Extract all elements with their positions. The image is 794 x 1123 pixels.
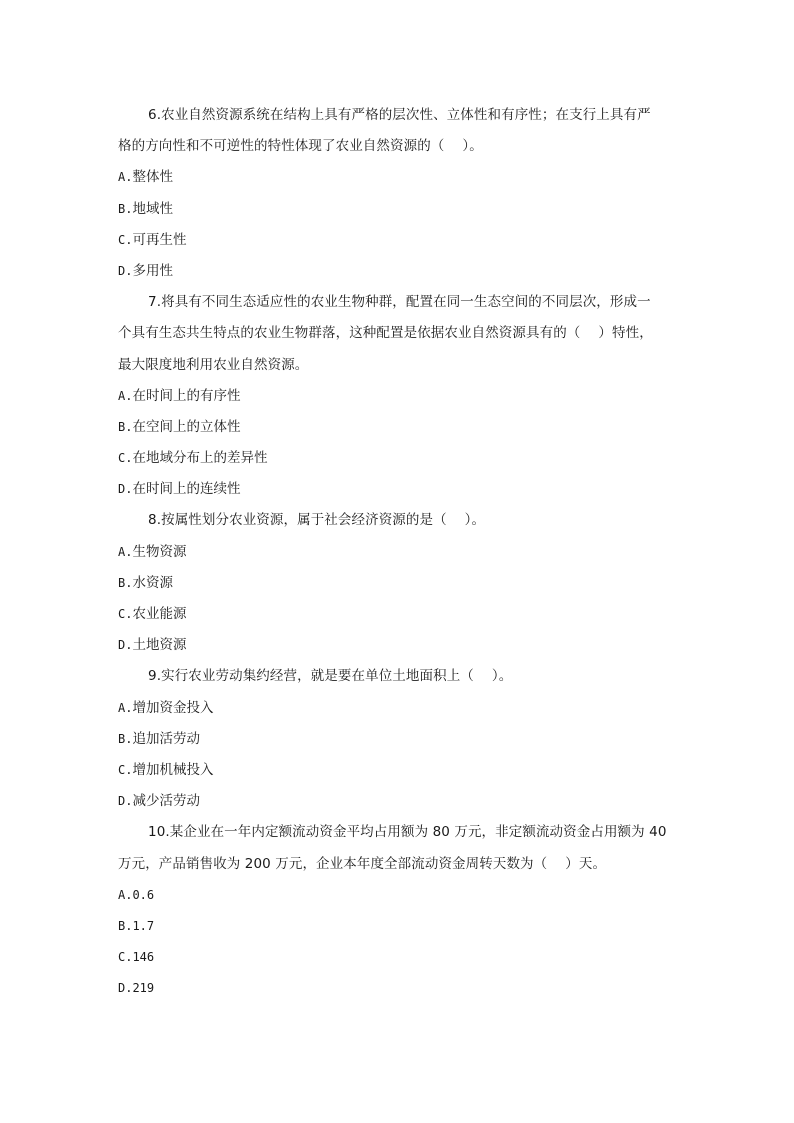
option-label: C. — [118, 607, 133, 621]
option-label: B. — [118, 201, 133, 216]
question-stem-line: 9.实行农业劳动集约经营，就是要在单位土地面积上（ ）。 — [148, 668, 513, 685]
question-6 — [118, 100, 680, 162]
option-d — [118, 630, 680, 661]
exam-page — [118, 100, 680, 1004]
option-text: 可再生性 — [132, 231, 187, 248]
question-stem-line: 6.农业自然资源系统在结构上具有严格的层次性、立体性和有序性；在支行上具有严 — [148, 107, 651, 123]
option-text: 生物资源 — [132, 543, 187, 560]
option-text: 在空间上的立体性 — [132, 418, 241, 435]
question-stem-line: 7.将具有不同生态适应性的农业生物种群，配置在同一生态空间的不同层次，形成一 — [148, 294, 651, 311]
option-label: A. — [118, 887, 133, 902]
option-text: 0.6 — [132, 887, 155, 902]
option-label: D. — [118, 981, 133, 996]
option-b — [118, 568, 680, 599]
question-stem-line: 10.某企业在一年内定额流动资金平均占用额为 80 万元，非定额流动资金占用额为 40 — [148, 824, 667, 841]
option-b — [118, 412, 680, 443]
option-a — [118, 880, 680, 911]
option-text: 减少活劳动 — [132, 793, 200, 810]
option-d — [118, 973, 680, 1004]
option-text: 水资源 — [132, 574, 173, 591]
question-number: 9. — [148, 668, 162, 685]
option-c — [118, 443, 680, 474]
option-a — [118, 381, 680, 412]
option-label: A. — [118, 388, 133, 403]
option-label: D. — [118, 482, 133, 497]
option-text: 增加机械投入 — [132, 761, 214, 778]
option-label: B. — [118, 419, 133, 434]
option-label: A. — [118, 170, 133, 185]
option-d — [118, 786, 680, 817]
option-text: 整体性 — [132, 169, 173, 186]
option-c — [118, 225, 680, 256]
option-a — [118, 537, 680, 568]
option-c — [118, 942, 680, 973]
question-stem-line: 万元，产品销售收为 200 万元，企业本年度全部流动资金周转天数为（ ）天。 — [118, 855, 607, 872]
question-7 — [118, 287, 680, 381]
question-number: 6. — [148, 107, 162, 123]
option-text: 追加活劳动 — [132, 730, 200, 747]
option-label: D. — [118, 263, 133, 278]
question-stem-line: 最大限度地利用农业自然资源。 — [118, 356, 309, 373]
option-text: 农业能源 — [132, 606, 187, 622]
option-label: A. — [118, 544, 133, 559]
question-10 — [118, 817, 680, 879]
question-number: 10. — [148, 824, 170, 841]
option-text: 土地资源 — [132, 637, 187, 654]
option-a — [118, 693, 680, 724]
question-8 — [118, 505, 680, 536]
option-label: B. — [118, 918, 133, 933]
question-number: 8. — [148, 512, 162, 529]
option-c — [118, 599, 680, 630]
option-label: C. — [118, 451, 133, 466]
option-text: 219 — [132, 981, 155, 996]
option-label: D. — [118, 794, 133, 809]
option-label: B. — [118, 575, 133, 590]
option-c — [118, 755, 680, 786]
option-b — [118, 724, 680, 755]
option-text: 在时间上的有序性 — [132, 387, 241, 404]
option-a — [118, 162, 680, 193]
option-d — [118, 474, 680, 505]
option-d — [118, 256, 680, 287]
question-9 — [118, 661, 680, 692]
option-text: 在时间上的连续性 — [132, 481, 241, 498]
option-label: C. — [118, 950, 133, 965]
option-label: B. — [118, 731, 133, 746]
question-stem-line: 8.按属性划分农业资源，属于社会经济资源的是（ ）。 — [148, 512, 486, 529]
option-text: 146 — [132, 950, 155, 965]
option-text: 多用性 — [132, 262, 173, 279]
option-label: C. — [118, 762, 133, 777]
question-stem-line: 格的方向性和不可逆性的特性体现了农业自然资源的（ ）。 — [118, 138, 483, 155]
option-text: 地域性 — [132, 200, 173, 217]
option-text: 在地域分布上的差异性 — [132, 450, 268, 467]
option-label: C. — [118, 232, 133, 247]
option-label: D. — [118, 638, 133, 653]
option-label: A. — [118, 700, 133, 715]
option-text: 增加资金投入 — [132, 699, 214, 716]
option-b — [118, 911, 680, 942]
option-text: 1.7 — [132, 918, 155, 933]
option-b — [118, 194, 680, 225]
question-stem-line: 个具有生态共生特点的农业生物群落，这种配置是依据农业自然资源具有的（ ）特性， — [118, 325, 653, 342]
question-number: 7. — [148, 294, 162, 311]
